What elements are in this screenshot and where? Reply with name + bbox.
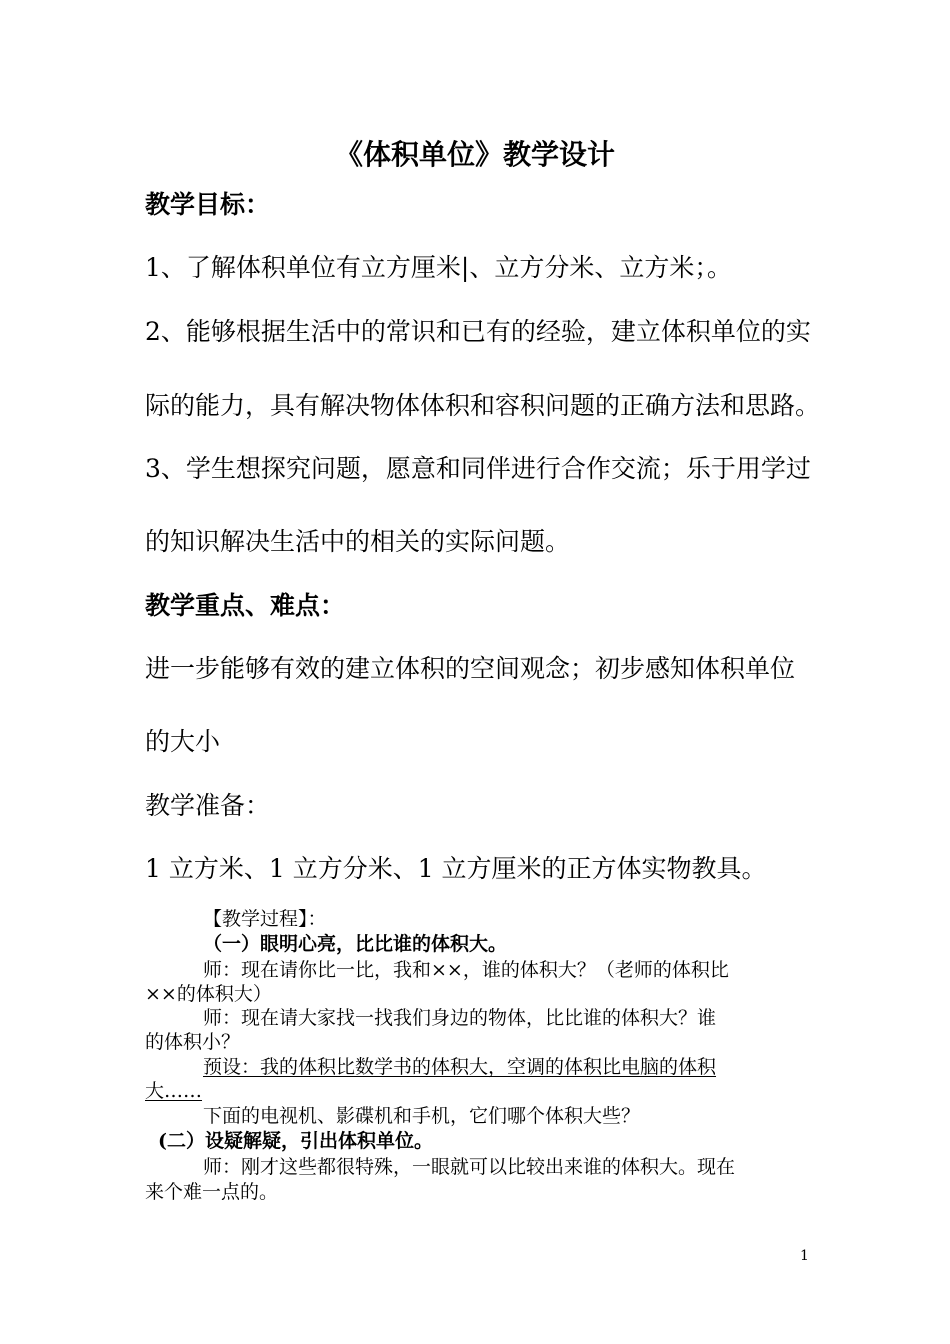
section-1-title: （一）眼明心亮，比比谁的体积大。 — [203, 933, 508, 955]
objective-item-2-line-2: 际的能力，具有解决物体体积和容积问题的正确方法和思路。 — [145, 391, 821, 420]
paragraph-1-line-2: ××的体积大） — [145, 983, 272, 1005]
process-heading: 【教学过程】： — [203, 908, 327, 930]
objective-item-3-line-2: 的知识解决生活中的相关的实际问题。 — [145, 527, 571, 556]
document-title: 《体积单位》教学设计 — [334, 138, 615, 171]
preparation-text: 1 立方米、1 立方分米、1 立方厘米的正方体实物教具。 — [145, 854, 767, 883]
section-2-title: (二）设疑解疑，引出体积单位。 — [158, 1130, 433, 1152]
objective-item-1: 1、了解体积单位有立方厘米|、立方分米、立方米；。 — [145, 253, 732, 282]
key-points-heading: 教学重点、难点： — [145, 591, 346, 620]
paragraph-1-line-1: 师：现在请你比一比，我和××，谁的体积大？（老师的体积比 — [203, 959, 729, 981]
preparation-heading: 教学准备： — [145, 791, 271, 820]
key-points-line-2: 的大小 — [145, 727, 221, 756]
paragraph-5-line-1: 师：刚才这些都很特殊，一眼就可以比较出来谁的体积大。现在 — [203, 1156, 736, 1178]
paragraph-5-line-2: 来个难一点的。 — [145, 1181, 279, 1203]
key-points-line-1: 进一步能够有效的建立体积的空间观念；初步感知体积单位 — [145, 654, 796, 683]
page-number: 1 — [800, 1248, 809, 1264]
objective-item-3-line-1: 3、学生想探究问题，愿意和同伴进行合作交流；乐于用学过 — [145, 454, 811, 483]
paragraph-3-line-2: 大…… — [145, 1080, 203, 1102]
paragraph-2-line-2: 的体积小？ — [145, 1031, 241, 1053]
paragraph-2-line-1: 师：现在请大家找一找我们身边的物体，比比谁的体积大？谁 — [203, 1007, 717, 1029]
objective-item-2-line-1: 2、能够根据生活中的常识和已有的经验，建立体积单位的实 — [145, 317, 811, 346]
paragraph-3-line-1: 预设：我的体积比数学书的体积大，空调的体积比电脑的体积 — [203, 1056, 717, 1078]
objectives-heading: 教学目标： — [145, 190, 271, 219]
paragraph-4: 下面的电视机、影碟机和手机，它们哪个体积大些？ — [203, 1105, 641, 1127]
